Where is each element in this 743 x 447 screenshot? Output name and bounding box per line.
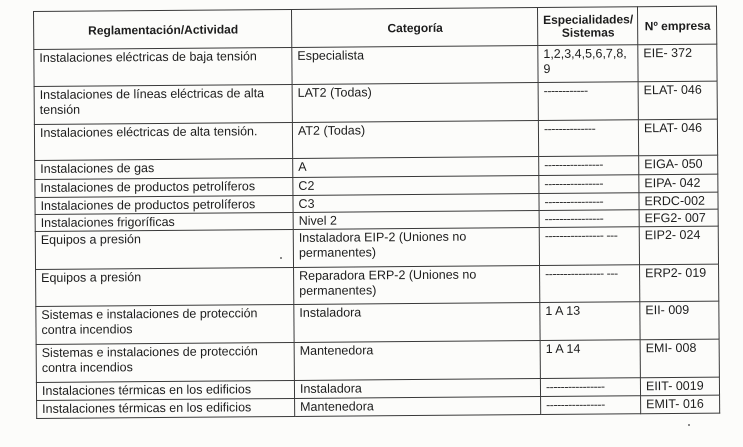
- specialties-cell: ---------------- ---: [539, 227, 639, 266]
- table-row: [35, 226, 718, 269]
- header-category: Categoría: [291, 8, 537, 48]
- category-cell: Reparadora ERP-2 (Uniones no permanentes): [294, 266, 540, 305]
- activity-cell: Instalaciones eléctricas de alta tensión.: [34, 122, 292, 160]
- table-body: [34, 44, 720, 418]
- company-no-cell: EIE- 372: [638, 44, 717, 82]
- specialties-cell: 1 A 14: [540, 340, 640, 379]
- specialties-cell: 1,2,3,4,5,6,7,8, 9: [538, 45, 638, 83]
- table-row: [36, 264, 719, 306]
- category-cell: Instaladora: [294, 303, 540, 343]
- scan-speck: [280, 257, 282, 259]
- specialties-cell: ----------------: [539, 156, 639, 176]
- category-cell: Mantenedora: [295, 397, 541, 417]
- company-no-cell: EMIT- 016: [641, 395, 720, 414]
- category-cell: Instaladora EIP-2 (Uniones no permanentes): [293, 228, 539, 268]
- company-no-cell: ELAT- 046: [638, 81, 717, 120]
- company-no-cell: ERP2- 019: [640, 264, 719, 302]
- table-row: [34, 119, 717, 160]
- activity-cell: Instalaciones de productos petrolíferos: [35, 177, 293, 197]
- regulation-table: [33, 6, 720, 419]
- category-cell: A: [293, 157, 539, 178]
- specialties-cell: 1 A 13: [540, 302, 640, 341]
- company-no-cell: EFG2- 007: [639, 209, 718, 227]
- header-company-no: Nº empresa: [637, 6, 716, 45]
- category-cell: Instaladora: [294, 379, 540, 399]
- category-cell: C3: [293, 194, 539, 213]
- specialties-cell: ----------------: [540, 378, 640, 397]
- company-no-cell: EIPA- 042: [639, 174, 718, 193]
- header-activity: Reglamentación/Actividad: [34, 9, 292, 49]
- activity-cell: Instalaciones de productos petrolíferos: [35, 195, 293, 214]
- activity-cell: Instalaciones térmicas en los edificios: [37, 398, 295, 418]
- category-cell: C2: [293, 176, 539, 196]
- company-no-cell: ERDC-002: [639, 192, 718, 210]
- specialties-cell: ----------------: [541, 396, 641, 415]
- company-no-cell: EMI- 008: [640, 339, 719, 378]
- table-row: [36, 301, 719, 344]
- company-no-cell: EII- 009: [640, 301, 719, 340]
- header-row: [34, 6, 717, 49]
- activity-cell: Instalaciones de gas: [35, 158, 293, 179]
- company-no-cell: EIGA- 050: [639, 155, 718, 175]
- specialties-cell: ----------------: [539, 193, 639, 211]
- company-no-cell: EIIT- 0019: [640, 377, 719, 396]
- activity-cell: Instalaciones de líneas eléctricas de alta tensión: [34, 84, 292, 124]
- scan-speck: [688, 424, 690, 426]
- specialties-cell: --------------: [538, 120, 638, 157]
- table-row: [34, 81, 717, 124]
- activity-cell: Sistemas e instalaciones de protección contra incendios: [36, 304, 294, 344]
- activity-cell: Instalaciones eléctricas de baja tensión: [34, 47, 292, 86]
- table-row: [34, 44, 717, 86]
- category-cell: LAT2 (Todas): [292, 83, 538, 123]
- activity-cell: Equipos a presión: [36, 267, 294, 306]
- company-no-cell: EIP2- 024: [639, 226, 718, 265]
- specialties-cell: ----------------: [539, 210, 639, 228]
- company-no-cell: ELAT- 046: [638, 119, 717, 156]
- table-row: [36, 339, 719, 382]
- activity-cell: Instalaciones térmicas en los edificios: [36, 380, 294, 400]
- category-cell: Mantenedora: [294, 341, 540, 381]
- category-cell: Especialista: [292, 46, 538, 85]
- activity-cell: Instalaciones frigoríficas: [35, 212, 293, 231]
- specialties-cell: ----------------: [539, 175, 639, 194]
- category-cell: AT2 (Todas): [292, 121, 538, 159]
- header-specialties: Especialidades/ Sistemas: [537, 7, 637, 46]
- activity-cell: Equipos a presión: [35, 229, 293, 269]
- specialties-cell: ------------: [538, 82, 638, 121]
- specialties-cell: ---------------- ---: [540, 265, 640, 303]
- category-cell: Nivel 2: [293, 211, 539, 230]
- activity-cell: Sistemas e instalaciones de protección contra incendios: [36, 342, 294, 382]
